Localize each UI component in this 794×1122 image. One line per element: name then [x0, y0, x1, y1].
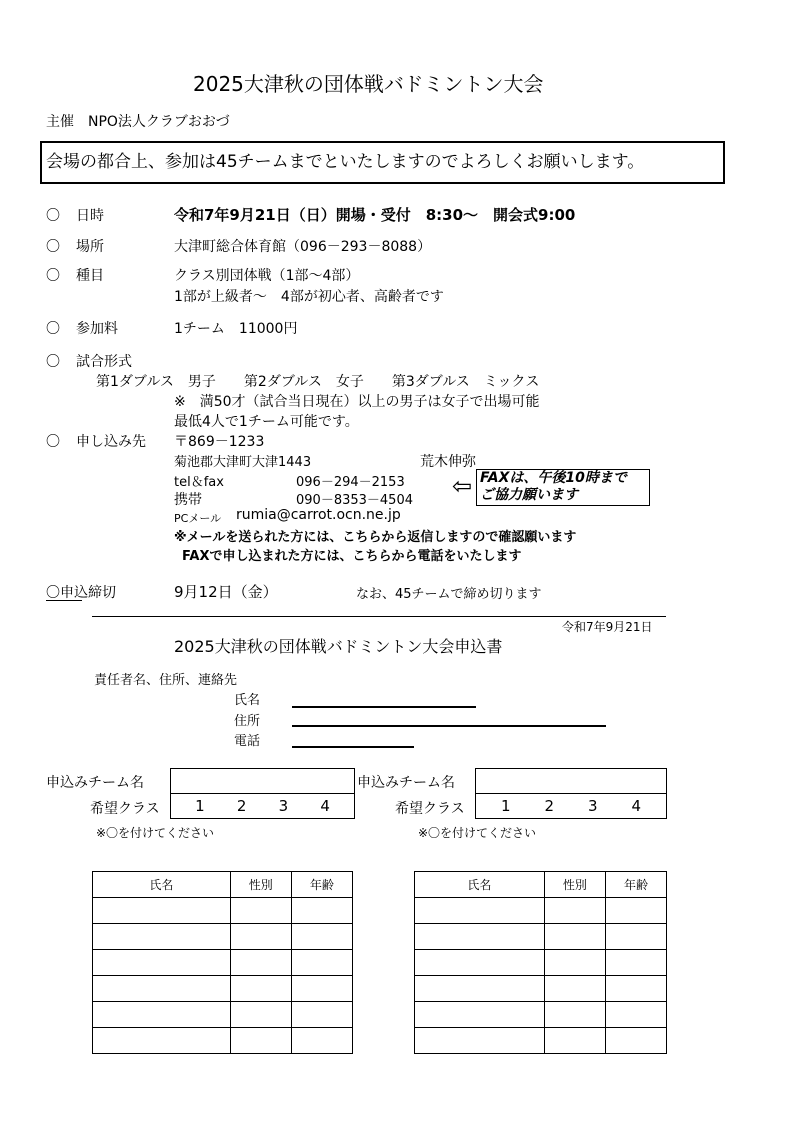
form-date: 令和7年9月21日 — [562, 620, 653, 634]
divider — [92, 616, 666, 617]
responsible-label: 責任者名、住所、連絡先 — [94, 673, 238, 688]
fee-label: 参加料 — [76, 321, 118, 337]
class-option-3[interactable]: 3 — [278, 797, 289, 815]
class-option-2[interactable]: 2 — [544, 797, 555, 815]
team-name-field[interactable] — [170, 768, 355, 794]
class-option-1[interactable]: 1 — [195, 797, 205, 815]
tel-value: 096－294－2153 — [296, 475, 405, 490]
member-table-right — [414, 871, 667, 1054]
address-label: 住所 — [234, 714, 261, 729]
team-label: 申込みチーム名 — [46, 775, 144, 791]
bullet: 〇 — [46, 434, 60, 450]
format-value-3: 最低4人で1チーム可能です。 — [174, 414, 359, 430]
bullet: 〇 — [46, 354, 60, 370]
place-value: 大津町総合体育館（096－293－8088） — [174, 239, 432, 255]
class-selector[interactable] — [475, 793, 667, 819]
mail-note: ※メールを送られた方には、こちらから返信しますので確認願います — [174, 530, 577, 545]
format-value-1: 第1ダブルス 男子 第2ダブルス 女子 第3ダブルス ミックス — [96, 374, 540, 390]
table-row[interactable] — [415, 950, 667, 976]
header-name: 氏名 — [93, 872, 231, 898]
address: 菊池郡大津町大津1443 — [174, 455, 312, 470]
table-row[interactable] — [415, 1028, 667, 1054]
header-gender: 性別 — [230, 872, 291, 898]
fee-value: 1チーム 11000円 — [174, 321, 298, 337]
table-row[interactable] — [415, 976, 667, 1002]
deadline-label: 〇申込締切 — [46, 585, 116, 601]
member-table-left — [92, 871, 353, 1054]
team-name-field[interactable] — [475, 768, 667, 794]
name-field[interactable] — [292, 706, 476, 708]
class-option-4[interactable]: 4 — [320, 797, 330, 815]
deadline-value: 9月12日（金） — [174, 583, 278, 601]
pc-mail-label: PCメール — [174, 512, 222, 525]
phone-label: 電話 — [234, 734, 261, 749]
deadline-underline — [46, 600, 82, 601]
class-selector[interactable] — [170, 793, 355, 819]
postal-code: 〒869－1233 — [174, 434, 265, 450]
name-label: 氏名 — [234, 693, 261, 708]
table-row[interactable] — [93, 1002, 353, 1028]
class-option-1[interactable]: 1 — [500, 797, 511, 815]
table-row[interactable] — [415, 898, 667, 924]
address-field[interactable] — [292, 725, 606, 727]
format-label: 試合形式 — [76, 354, 132, 370]
fax-callout-line-2: ご協力願います — [480, 487, 578, 503]
tel-label: tel＆fax — [174, 475, 224, 490]
header-age: 年齢 — [291, 872, 352, 898]
date-label: 日時 — [76, 208, 104, 224]
date-value: 令和7年9月21日（日）開場・受付 8:30～ 開会式9:00 — [174, 206, 576, 224]
pc-mail-value: rumia@carrot.ocn.ne.jp — [236, 507, 401, 523]
organizer: 主催 NPO法人クラブおおづ — [46, 114, 230, 130]
header-age: 年齢 — [605, 872, 666, 898]
apply-label: 申し込み先 — [76, 434, 146, 450]
event-label: 種目 — [76, 268, 104, 284]
circle-note: ※〇を付けてください — [96, 826, 215, 840]
team-label: 申込みチーム名 — [357, 775, 455, 791]
fax-note: FAXで申し込まれた方には、こちらから電話をいたします — [182, 549, 522, 564]
contact-name: 荒木伸弥 — [420, 454, 476, 470]
form-title: 2025大津秋の団体戦バドミントン大会申込書 — [174, 637, 503, 656]
class-option-2[interactable]: 2 — [236, 797, 247, 815]
deadline-note: なお、45チームで締め切ります — [356, 587, 542, 602]
class-option-4[interactable]: 4 — [631, 797, 642, 815]
table-row[interactable] — [93, 1028, 353, 1054]
table-row[interactable] — [415, 924, 667, 950]
table-row[interactable] — [93, 950, 353, 976]
bullet: 〇 — [46, 239, 60, 255]
bullet: 〇 — [46, 268, 60, 284]
class-label: 希望クラス — [90, 801, 160, 817]
bullet: 〇 — [46, 321, 60, 337]
table-row[interactable] — [415, 1002, 667, 1028]
table-header-row — [415, 872, 667, 898]
notice-box: 会場の都合上、参加は45チームまでといたしますのでよろしくお願いします。 — [40, 141, 725, 184]
mobile-value: 090－8353－4504 — [296, 493, 413, 508]
header-gender: 性別 — [544, 872, 605, 898]
table-row[interactable] — [93, 898, 353, 924]
place-label: 場所 — [76, 239, 104, 255]
circle-note: ※〇を付けてください — [418, 826, 537, 840]
header-name: 氏名 — [415, 872, 545, 898]
table-row[interactable] — [93, 976, 353, 1002]
bullet: 〇 — [46, 208, 60, 224]
mobile-label: 携帯 — [174, 492, 202, 508]
arrow-left-icon: ⇦ — [452, 472, 473, 500]
table-row[interactable] — [93, 924, 353, 950]
phone-field[interactable] — [292, 746, 414, 748]
table-header-row — [93, 872, 353, 898]
event-value-1: クラス別団体戦（1部～4部） — [174, 268, 360, 284]
event-value-2: 1部が上級者～ 4部が初心者、高齢者です — [174, 289, 444, 305]
fax-callout — [476, 469, 650, 506]
fax-callout-line-1: FAXは、午後10時まで — [480, 470, 627, 486]
page-title: 2025大津秋の団体戦バドミントン大会 — [193, 72, 544, 96]
format-value-2: ※ 満50才（試合当日現在）以上の男子は女子で出場可能 — [174, 394, 540, 410]
class-label: 希望クラス — [395, 801, 465, 817]
class-option-3[interactable]: 3 — [587, 797, 598, 815]
